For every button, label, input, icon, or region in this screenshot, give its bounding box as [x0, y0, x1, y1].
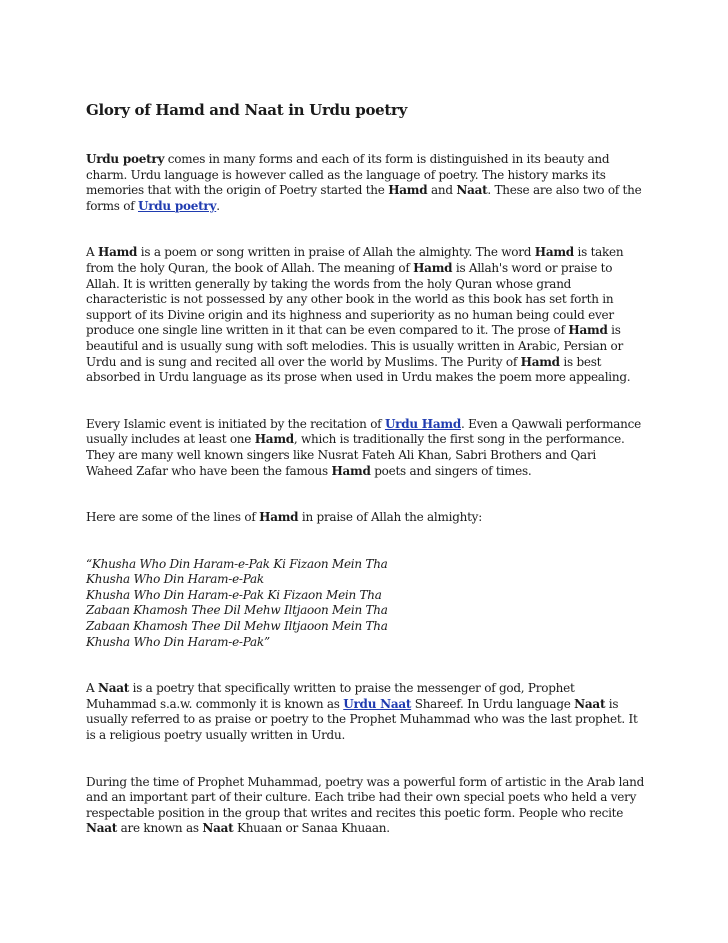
- bold-term: Naat: [456, 183, 488, 198]
- text-run: A: [86, 245, 98, 260]
- bold-term: Hamd: [259, 510, 299, 525]
- verse-line: Zabaan Khamosh Thee Dil Mehw Iltjaoon Mein Tha: [86, 603, 388, 618]
- text-run: Khuaan or Sanaa Khuaan.: [233, 821, 390, 836]
- paragraph-lines-intro: [86, 510, 646, 526]
- bold-term: Hamd: [568, 323, 608, 338]
- bold-term: Hamd: [388, 183, 428, 198]
- text-run: . Even a Qawwali performance usually includes at least one: [86, 416, 641, 447]
- document-page: [86, 100, 646, 837]
- bold-term: Urdu poetry: [86, 152, 165, 166]
- text-run: and: [427, 183, 457, 198]
- text-run: in praise of Allah the almighty:: [298, 510, 482, 525]
- text-run: is Allah's word or praise to Allah. It is written generally by taking the words from the holy Quran whose grand characteristic is not possessed by any other book in the world as this book has set forth in support of its Divine origin and its highness and superiority as no human being could ever produce one single line written in it that can be even compared to it. The prose of: [86, 260, 614, 338]
- text-run: .: [216, 198, 220, 213]
- text-run: comes in many forms and each of its form is distinguished in its beauty and charm. Urdu language is however called as the language of poetry. The history marks its memories that with the origin of Poetry started the: [86, 152, 610, 198]
- verse-line: Khusha Who Din Haram-e-Pak”: [86, 634, 270, 649]
- bold-term: Hamd: [534, 245, 574, 260]
- text-run: is a poetry that specifically written to praise the messenger of god, Prophet Muhammad s.a.w. commonly it is known as: [86, 681, 575, 711]
- text-run: is beautiful and is usually sung with soft melodies. This is usually written in Arabic, Persian or Urdu and is sung and recited all over the world by Muslims. The Purity of: [86, 323, 623, 369]
- bold-term: Hamd: [520, 354, 560, 369]
- verse-line: Zabaan Khamosh Thee Dil Mehw Iltjaoon Mein Tha: [86, 619, 388, 634]
- link-urdu-naat[interactable]: Urdu Naat: [343, 696, 412, 711]
- text-run: is taken from the holy Quran, the book of Allah. The meaning of: [86, 245, 624, 275]
- text-run: poets and singers of times.: [370, 463, 532, 478]
- bold-term: Naat: [574, 696, 606, 711]
- bold-term: Naat: [86, 821, 118, 836]
- text-run: Shareef. In Urdu language: [411, 696, 575, 711]
- bold-term: Hamd: [413, 260, 453, 275]
- bold-term: Hamd: [331, 463, 371, 478]
- page-title: Glory of Hamd and Naat in Urdu poetry: [86, 101, 408, 119]
- verse-line: Khusha Who Din Haram-e-Pak: [86, 572, 264, 587]
- text-run: A: [86, 681, 98, 696]
- text-run: Every Islamic event is initiated by the recitation of: [86, 416, 385, 431]
- text-run: is a poem or song written in praise of Allah the almighty. The word: [137, 245, 535, 260]
- text-run: , which is traditionally the first song in the performance. They are many well known singers like Nusrat Fateh Ali Khan, Sabri Brothers and Qari Waheed Zafar who have been the famous: [86, 432, 625, 478]
- bold-term: Hamd: [254, 432, 294, 447]
- paragraph-naat-definition: [86, 681, 646, 743]
- text-run: is usually referred to as praise or poetry to the Prophet Muhammad who was the last prophet. It is a religious poetry usually written in Urdu.: [86, 696, 638, 743]
- text-run: . These are also two of the forms of: [86, 183, 642, 213]
- text-run: During the time of Prophet Muhammad, poetry was a powerful form of artistic in the Arab land and an important part of their culture. Each tribe had their own special poets who held a very respectable position in the group that writes and recites this poetic form. People who recite: [86, 774, 645, 820]
- paragraph-hamd-definition: [86, 245, 646, 385]
- hamd-verse: [86, 557, 646, 651]
- verse-line: Khusha Who Din Haram-e-Pak Ki Fizaon Mein Tha: [86, 587, 382, 602]
- text-run: are known as: [117, 821, 203, 836]
- paragraph-prophet-time: [86, 775, 646, 837]
- verse-line: “Khusha Who Din Haram-e-Pak Ki Fizaon Mein Tha: [86, 556, 388, 571]
- text-run: Here are some of the lines of: [86, 510, 260, 525]
- bold-term: Naat: [202, 821, 234, 836]
- bold-term: Naat: [97, 681, 130, 696]
- paragraph-intro: [86, 152, 646, 214]
- bold-term: Hamd: [97, 245, 138, 260]
- paragraph-islamic-event: [86, 417, 646, 479]
- link-urdu-poetry[interactable]: Urdu poetry: [137, 198, 217, 213]
- text-run: is best absorbed in Urdu language as its prose when used in Urdu makes the poem more appealing.: [86, 354, 631, 385]
- link-urdu-hamd[interactable]: Urdu Hamd: [384, 416, 461, 431]
